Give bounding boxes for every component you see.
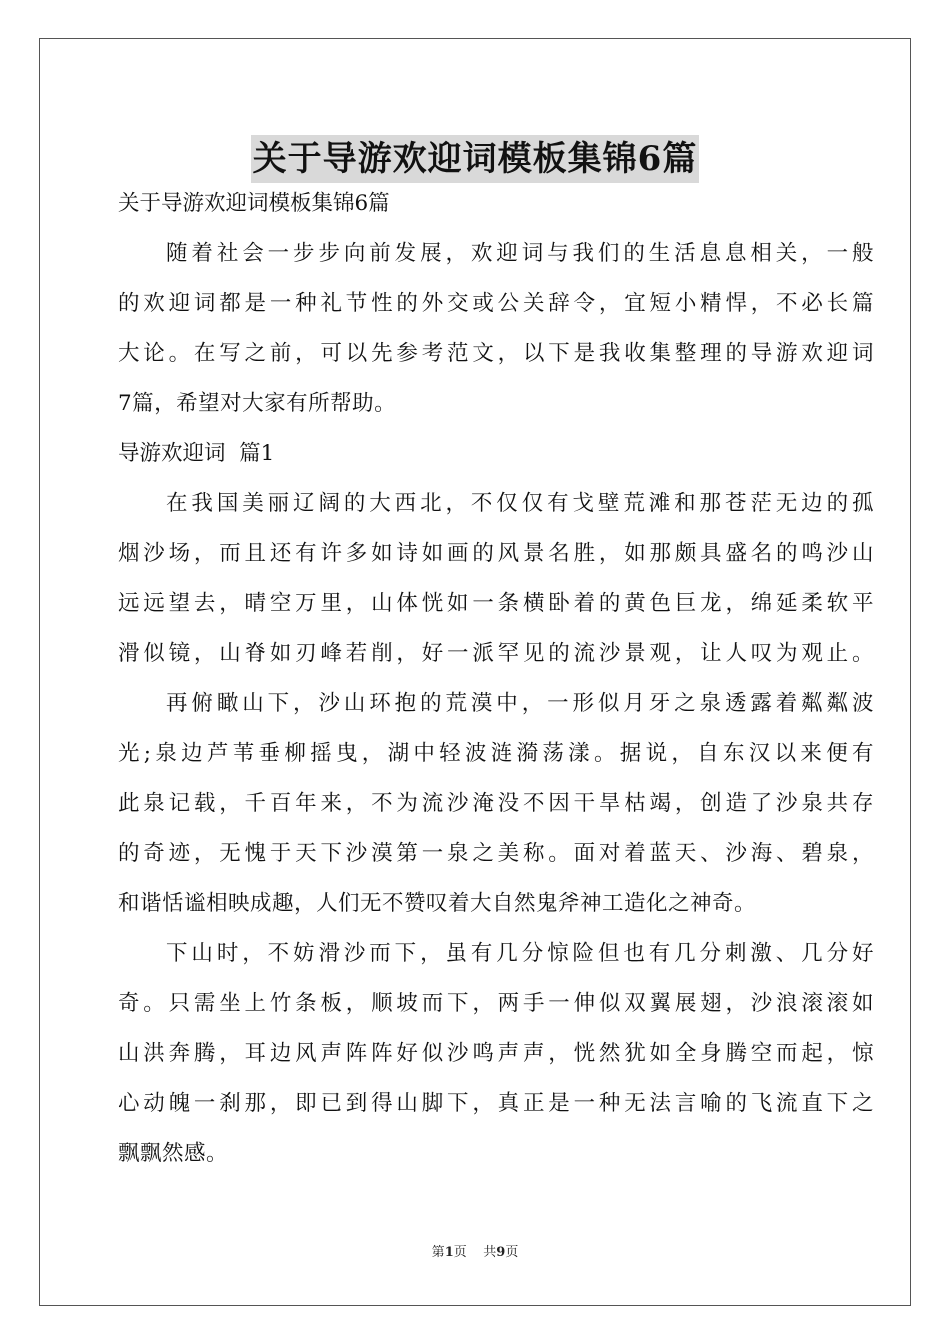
page-number-total: 9 (496, 1245, 506, 1260)
document-body (118, 179, 874, 1179)
intro-line: 7篇，希望对大家有所帮助。 (118, 391, 397, 416)
paragraph-line: 再俯瞰山下，沙山环抱的荒漠中，一形似月牙之泉透露着粼粼波 (166, 691, 874, 716)
paragraph-1 (118, 479, 874, 679)
subtitle: 关于导游欢迎词模板集锦6篇 (118, 191, 390, 216)
paragraph-line: 光;泉边芦苇垂柳摇曳，湖中轻波涟漪荡漾。据说，自东汉以来便有 (118, 741, 874, 766)
document-page (39, 38, 911, 1306)
paragraph-line: 和谐恬谧相映成趣，人们无不赞叹着大自然鬼斧神工造化之神奇。 (118, 891, 757, 916)
intro-line: 随着社会一步步向前发展，欢迎词与我们的生活息息相关，一般 (166, 241, 874, 266)
paragraph-line: 此泉记载，千百年来，不为流沙淹没不因干旱枯竭，创造了沙泉共存 (118, 791, 874, 816)
paragraph-line: 在我国美丽辽阔的大西北，不仅仅有戈壁荒滩和那苍茫无边的孤 (166, 491, 874, 516)
document-title: 关于导游欢迎词模板集锦6篇 (251, 135, 700, 183)
paragraph-line: 下山时，不妨滑沙而下，虽有几分惊险但也有几分刺激、几分好 (166, 941, 874, 966)
paragraph-line: 滑似镜，山脊如刃峰若削，好一派罕见的流沙景观，让人叹为观止。 (118, 641, 874, 666)
intro-line: 的欢迎词都是一种礼节性的外交或公关辞令，宜短小精悍，不必长篇 (118, 291, 874, 316)
page-number-mid: 页 共 (453, 1245, 497, 1260)
intro-line: 大论。在写之前，可以先参考范文，以下是我收集整理的导游欢迎词 (118, 341, 874, 366)
paragraph-line: 烟沙场，而且还有许多如诗如画的风景名胜，如那颇具盛名的鸣沙山 (118, 541, 874, 566)
paragraph-line: 山洪奔腾，耳边风声阵阵好似沙鸣声声，恍然犹如全身腾空而起，惊 (118, 1041, 874, 1066)
intro-paragraph (118, 229, 874, 429)
paragraph-line: 奇。只需坐上竹条板，顺坡而下，两手一伸似双翼展翅，沙浪滚滚如 (118, 991, 874, 1016)
page-number-prefix: 第 (431, 1245, 445, 1260)
paragraph-line: 远远望去，晴空万里，山体恍如一条横卧着的黄色巨龙，绵延柔软平 (118, 591, 874, 616)
page-number-current: 1 (444, 1245, 454, 1260)
paragraph-3 (118, 929, 874, 1179)
paragraph-line: 飘飘然感。 (118, 1141, 229, 1166)
document-title-wrap (40, 135, 910, 183)
page-footer (40, 1241, 910, 1260)
paragraph-line: 的奇迹，无愧于天下沙漠第一泉之美称。面对着蓝天、沙海、碧泉， (118, 841, 874, 866)
page-number-suffix: 页 (505, 1245, 519, 1260)
section-heading: 导游欢迎词 篇1 (118, 441, 275, 466)
paragraph-2 (118, 679, 874, 929)
paragraph-line: 心动魄一刹那，即已到得山脚下，真正是一种无法言喻的飞流直下之 (118, 1091, 874, 1116)
